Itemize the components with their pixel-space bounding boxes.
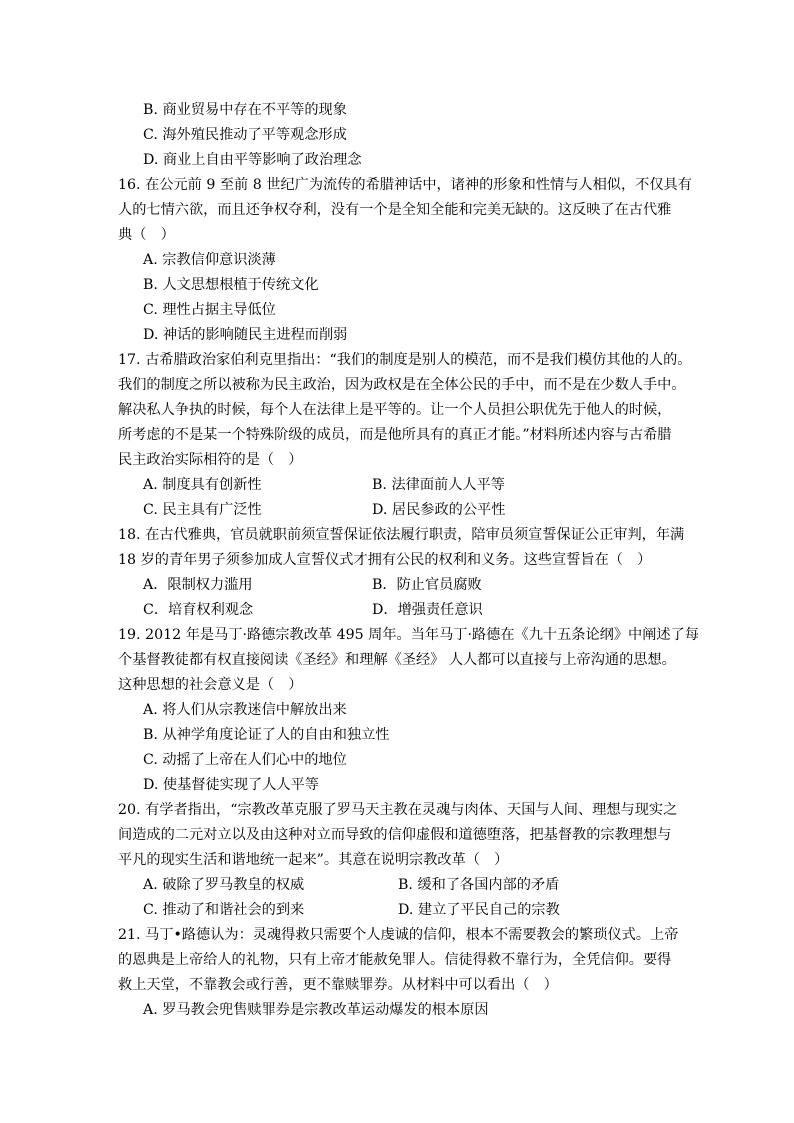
- q17-stem-line-3: 解决私人争执的时候，每个人在法律上是平等的。让一个人员担公职优先于他人的时候，: [118, 402, 672, 418]
- q18-option-c: C．培育权利观念: [143, 602, 254, 618]
- q17-option-d: D. 居民参政的公平性: [372, 502, 506, 518]
- q18-option-a: A．限制权力滥用: [143, 577, 253, 593]
- q20-option-b: B. 缓和了各国内部的矛盾: [398, 877, 560, 893]
- q16-option-d: D. 神话的影响随民主进程而削弱: [143, 327, 348, 343]
- q19-stem-line-3: 这种思想的社会意义是（ ）: [118, 677, 303, 693]
- q17-option-a: A. 制度具有创新性: [143, 477, 262, 493]
- q19-option-a: A. 将人们从宗教迷信中解放出来: [143, 702, 347, 718]
- q20-option-c: C. 推动了和谐社会的到来: [143, 902, 305, 918]
- q18-option-b: B．防止官员腐败: [372, 577, 482, 593]
- q19-option-d: D. 使基督徒实现了人人平等: [143, 777, 319, 793]
- q17-option-b: B. 法律面前人人平等: [372, 477, 505, 493]
- q21-option-a: A. 罗马教会兜售赎罪券是宗教改革运动爆发的根本原因: [143, 1002, 489, 1018]
- q15-option-b: B. 商业贸易中存在不平等的现象: [143, 102, 347, 118]
- q19-stem-line-2: 个基督教徒都有权直接阅读《圣经》和理解《圣经》 人人都可以直接与上帝沟通的思想。: [118, 652, 676, 668]
- q17-stem-line-2: 我们的制度之所以被称为民主政治，因为政权是在全体公民的手中，而不是在少数人手中。: [118, 377, 686, 393]
- q16-option-a: A. 宗教信仰意识淡薄: [143, 252, 276, 268]
- q19-option-c: C. 动摇了上帝在人们心中的地位: [143, 752, 347, 768]
- q19-option-b: B. 从神学角度论证了人的自由和独立性: [143, 727, 390, 743]
- q17-stem-line-4: 所考虑的不是某一个特殊阶级的成员，而是他所具有的真正才能。”材料所述内容与古希腊: [118, 427, 672, 443]
- q16-stem-line-3: 典（ ）: [118, 227, 175, 243]
- q20-option-d: D. 建立了平民自己的宗教: [398, 902, 560, 918]
- q16-option-c: C. 理性占据主导低位: [143, 302, 276, 318]
- q18-stem-line-1: 18. 在古代雅典，官员就职前须宣誓保证依法履行职责，陪审员须宣誓保证公正审判，年满: [118, 527, 685, 543]
- q20-stem-line-3: 平凡的现实生活和谐地统一起来”。其意在说明宗教改革（ ）: [118, 852, 509, 868]
- q17-option-c: C. 民主具有广泛性: [143, 502, 262, 518]
- q21-stem-line-1: 21. 马丁•路德认为：灵魂得救只需要个人虔诚的信仰，根本不需要教会的繁琐仪式。上帝: [118, 927, 679, 943]
- q20-stem-line-1: 20. 有学者指出，“宗教改革克服了罗马天主教在灵魂与肉体、天国与人间、理想与现实之: [118, 802, 678, 818]
- q21-stem-line-3: 救上天堂，不靠教会或行善，更不靠赎罪券。从材料中可以看出（ ）: [118, 977, 558, 993]
- q17-stem-line-1: 17. 古希腊政治家伯利克里指出：“我们的制度是别人的模范，而不是我们模仿其他的人的。: [118, 352, 692, 368]
- q18-stem-line-2: 18 岁的青年男子须参加成人宣誓仪式才拥有公民的权利和义务。这些宣誓旨在（ ）: [118, 552, 652, 568]
- q16-stem-line-1: 16. 在公元前 9 至前 8 世纪广为流传的希腊神话中，诸神的形象和性情与人相似，不仅具有: [118, 177, 692, 193]
- q15-option-c: C. 海外殖民推动了平等观念形成: [143, 127, 347, 143]
- q20-option-a: A. 破除了罗马教皇的权威: [143, 877, 305, 893]
- q20-stem-line-2: 间造成的二元对立以及由这种对立而导致的信仰虚假和道德堕落，把基督教的宗教理想与: [118, 827, 672, 843]
- q19-stem-line-1: 19. 2012 年是马丁·路德宗教改革 495 周年。当年马丁·路德在《九十五条论纲》中阐述了每: [118, 627, 699, 643]
- q17-stem-line-5: 民主政治实际相符的是（ ）: [118, 452, 303, 468]
- q21-stem-line-2: 的恩典是上帝给人的礼物，只有上帝才能赦免罪人。信徒得救不靠行为，全凭信仰。要得: [118, 952, 672, 968]
- q18-option-d: D．增强责任意识: [372, 602, 483, 618]
- q16-stem-line-2: 人的七情六欲，而且还争权夺利，没有一个是全知全能和完美无缺的。这反映了在古代雅: [118, 202, 672, 218]
- q16-option-b: B. 人文思想根植于传统文化: [143, 277, 319, 293]
- q15-option-d: D. 商业上自由平等影响了政治理念: [143, 152, 362, 168]
